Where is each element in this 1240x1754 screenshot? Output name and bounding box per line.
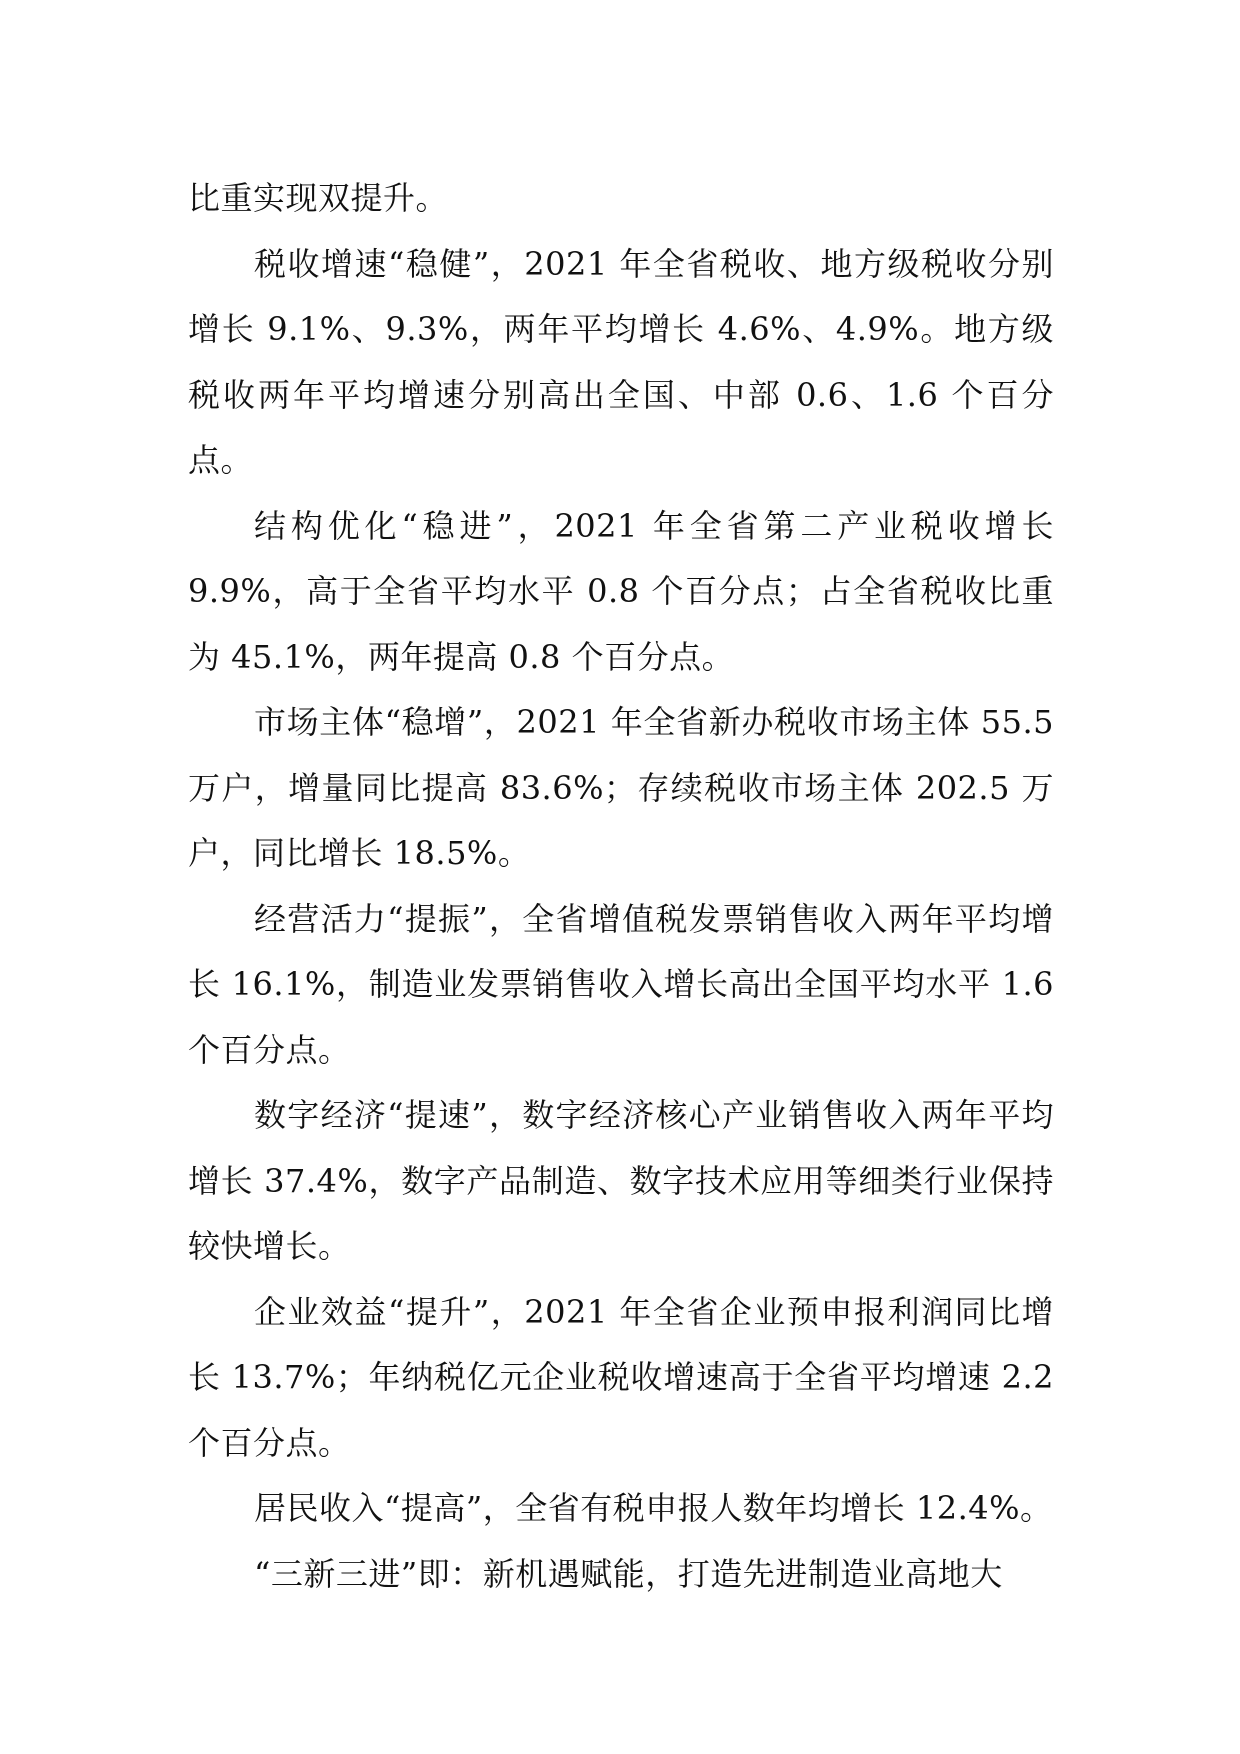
document-body <box>188 166 1054 1607</box>
paragraph-three-new-three-advance: “三新三进”即：新机遇赋能，打造先进制造业高地大 <box>254 1554 1003 1593</box>
paragraph-market-entities: 市场主体“稳增”，2021 年全省新办税收市场主体 55.5 万户，增量同比提高 83.6%；存续税收市场主体 202.5 万户，同比增长 18.5%。 <box>188 703 1054 872</box>
paragraph-tax-growth: 税收增速“稳健”，2021 年全省税收、地方级税收分别增长 9.1%、9.3%，两年平均增长 4.6%、4.9%。地方级税收两年平均增速分别高出全国、中部 0.6、1.6 个百分点。 <box>188 244 1054 479</box>
paragraph-enterprise-profit: 企业效益“提升”，2021 年全省企业预申报利润同比增长 13.7%；年纳税亿元企业税收增速高于全省平均增速 2.2 个百分点。 <box>188 1292 1054 1462</box>
paragraph-resident-income: 居民收入“提高”，全省有税申报人数年均增长 12.4%。 <box>254 1489 1053 1527</box>
paragraph-continuation: 比重实现双提升。 <box>188 179 449 217</box>
paragraph-digital-economy: 数字经济“提速”，数字经济核心产业销售收入两年平均增长 37.4%，数字产品制造、数字技术应用等细类行业保持较快增长。 <box>188 1096 1054 1265</box>
paragraph-structure: 结构优化“稳进”，2021 年全省第二产业税收增长 9.9%，高于全省平均水平 0.8 个百分点；占全省税收比重为 45.1%，两年提高 0.8 个百分点。 <box>188 506 1054 676</box>
paragraph-business-vitality: 经营活力“提振”，全省增值税发票销售收入两年平均增长 16.1%，制造业发票销售收入增长高出全国平均水平 1.6 个百分点。 <box>188 899 1054 1069</box>
